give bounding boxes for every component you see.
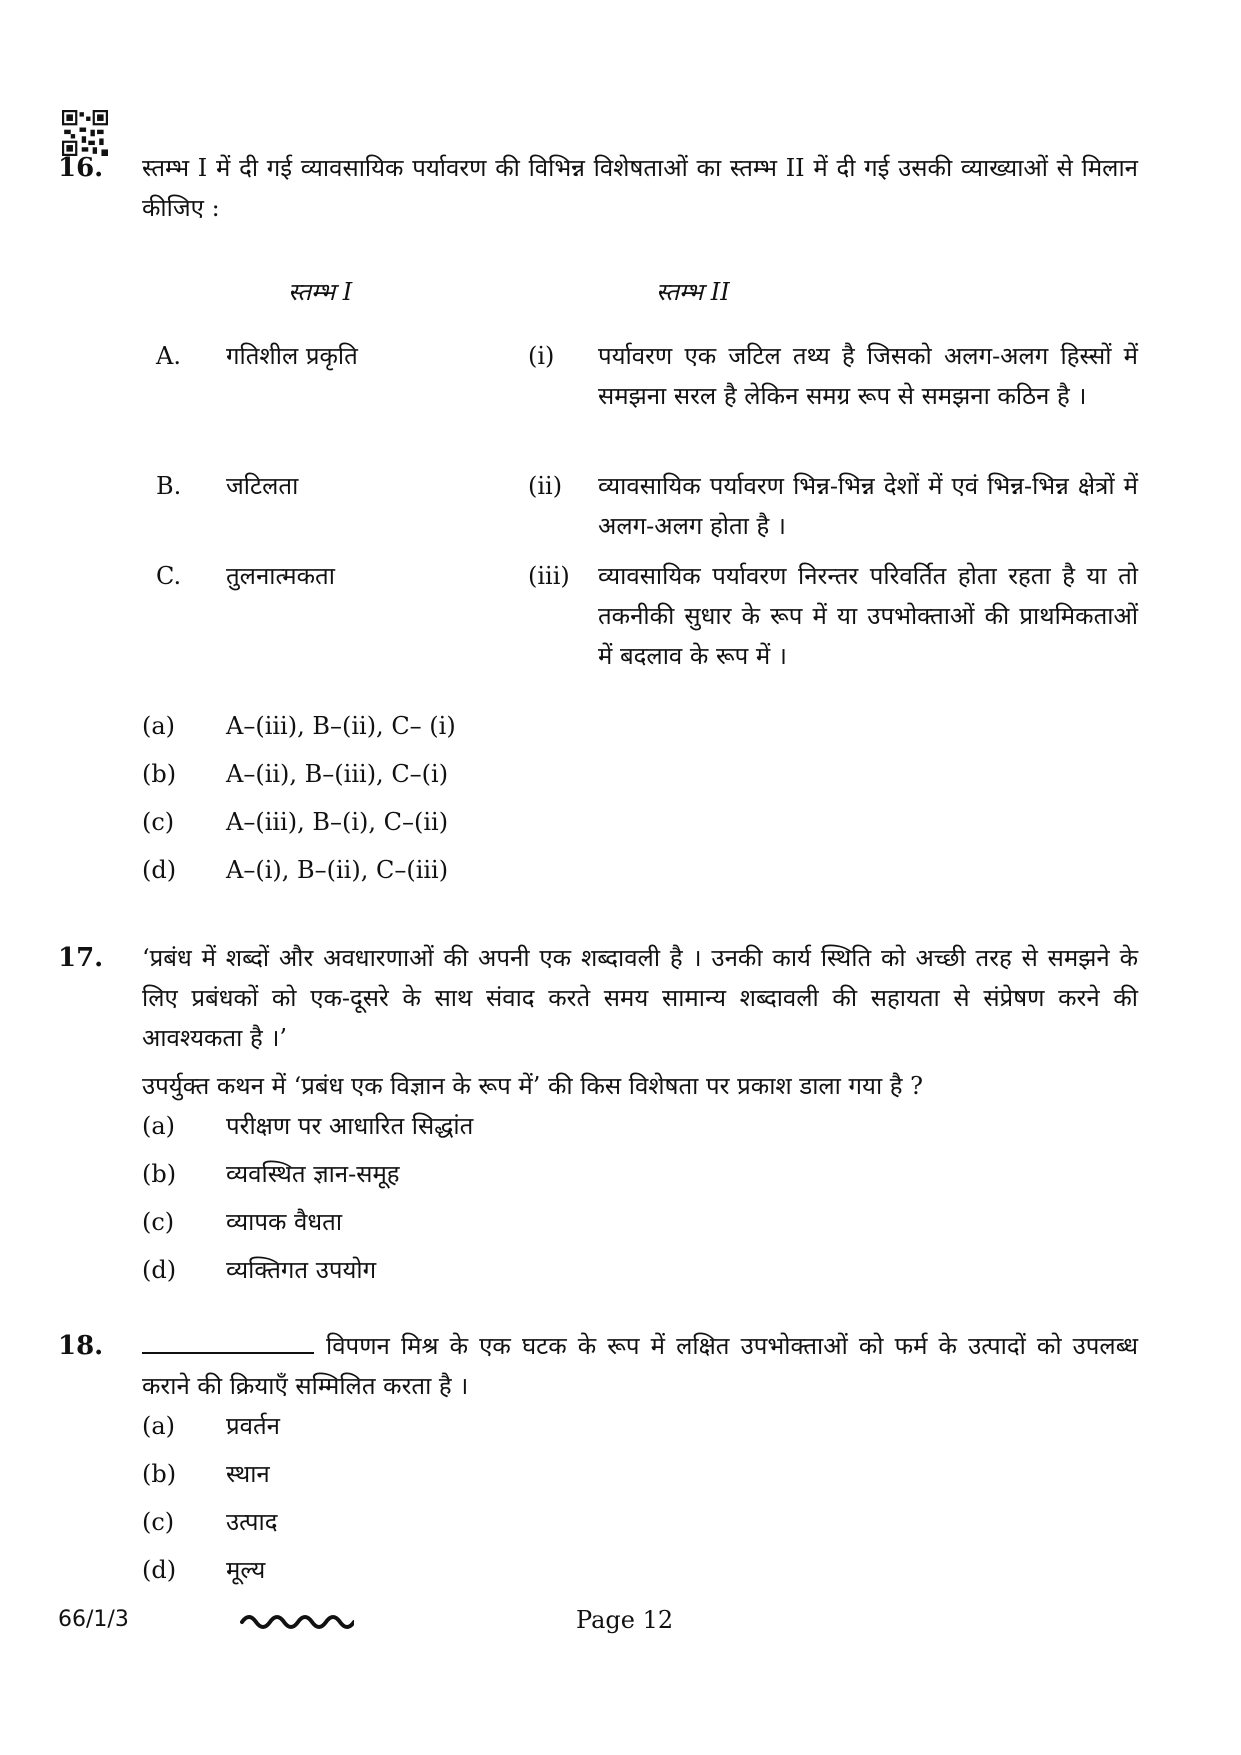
option-letter: (a): [142, 712, 176, 740]
option-text: A–(i), B–(ii), C–(iii): [226, 856, 449, 884]
option-letter: (d): [142, 1256, 177, 1284]
options-list: [58, 1406, 1138, 1598]
option-d[interactable]: [142, 850, 1138, 898]
option-d[interactable]: [142, 1550, 1138, 1598]
page-number: Page 12: [576, 1606, 674, 1634]
row-feature: तुलनात्मकता: [226, 562, 335, 590]
question-number: 17.: [58, 943, 104, 973]
option-letter: (a): [142, 1112, 176, 1140]
option-b[interactable]: [142, 1454, 1138, 1502]
option-letter: (b): [142, 1460, 177, 1488]
option-text: A–(iii), B–(ii), C– (i): [226, 712, 456, 740]
option-a[interactable]: [142, 1106, 1138, 1154]
option-c[interactable]: [142, 1202, 1138, 1250]
question-text: विपणन मिश्र के एक घटक के रूप में लक्षित उपभोक्ताओं को फर्म के उत्पादों को उपलब्ध कराने की क्रियाएँ सम्मिलित करता है ।: [142, 1332, 1138, 1400]
option-c[interactable]: [142, 1502, 1138, 1550]
option-text: स्थान: [226, 1460, 270, 1488]
column-2-heading: स्तम्भ II: [656, 278, 730, 306]
row-explanation: व्यावसायिक पर्यावरण भिन्न-भिन्न देशों में एवं भिन्न-भिन्न क्षेत्रों में अलग-अलग होता है ।: [598, 472, 1138, 540]
option-letter: (c): [142, 1208, 175, 1236]
question-text: स्तम्भ I में दी गई व्यावसायिक पर्यावरण की विभिन्न विशेषताओं का स्तम्भ II में दी गई उसकी व्याख्याओं से मिलान कीजिए :: [142, 154, 1138, 222]
options-list: [58, 706, 1138, 898]
option-letter: (d): [142, 1556, 177, 1584]
fill-in-blank: [142, 1326, 314, 1354]
page-footer: [0, 1600, 1241, 1640]
row-numeral: (i): [528, 342, 555, 370]
row-numeral: (ii): [528, 472, 563, 500]
option-letter: (c): [142, 808, 175, 836]
question-17: [58, 938, 1138, 1298]
option-text: परीक्षण पर आधारित सिद्धांत: [226, 1112, 474, 1140]
option-text: प्रवर्तन: [226, 1412, 280, 1440]
option-a[interactable]: [142, 1406, 1138, 1454]
question-number: 16.: [58, 153, 104, 183]
option-text: व्यक्तिगत उपयोग: [226, 1256, 377, 1284]
paper-code: 66/1/3: [58, 1607, 129, 1632]
question-subtext: उपर्युक्त कथन में ‘प्रबंध एक विज्ञान के रूप में’ की किस विशेषता पर प्रकाश डाला गया है ?: [142, 1072, 924, 1100]
question-text: ‘प्रबंध में शब्दों और अवधारणाओं की अपनी एक शब्दावली है । उनकी कार्य स्थिति को अच्छी तरह से समझने के लिए प्रबंधकों को एक-दूसरे के साथ संवाद करते समय सामान्य शब्दावली की सहायता से संप्रेषण करने की आवश्यकता है ।’: [142, 944, 1138, 1052]
question-16: [58, 148, 1138, 884]
row-explanation: पर्यावरण एक जटिल तथ्य है जिसको अलग-अलग हिस्सों में समझना सरल है लेकिन समग्र रूप से समझना कठिन है ।: [598, 342, 1138, 410]
option-letter: (c): [142, 1508, 175, 1536]
column-1-heading: स्तम्भ I: [288, 278, 353, 306]
option-letter: (b): [142, 1160, 177, 1188]
option-text: व्यवस्थित ज्ञान-समूह: [226, 1160, 400, 1188]
option-text: A–(iii), B–(i), C–(ii): [226, 808, 449, 836]
option-text: उत्पाद: [226, 1508, 278, 1536]
row-explanation: व्यावसायिक पर्यावरण निरन्तर परिवर्तित होता रहता है या तो तकनीकी सुधार के रूप में या उपभोक्ताओं की प्राथमिकताओं में बदलाव के रूप में ।: [598, 562, 1138, 670]
question-number: 18.: [58, 1331, 104, 1361]
option-c[interactable]: [142, 802, 1138, 850]
option-text: व्यापक वैधता: [226, 1208, 343, 1236]
option-d[interactable]: [142, 1250, 1138, 1298]
question-text-wrapper: [142, 1326, 1138, 1406]
options-list: [58, 1106, 1138, 1298]
row-numeral: (iii): [528, 562, 570, 590]
row-letter: C.: [156, 562, 182, 590]
option-b[interactable]: [142, 754, 1138, 802]
question-18: [58, 1326, 1138, 1598]
option-letter: (b): [142, 760, 177, 788]
row-feature: गतिशील प्रकृति: [226, 342, 358, 370]
option-letter: (d): [142, 856, 177, 884]
option-b[interactable]: [142, 1154, 1138, 1202]
row-feature: जटिलता: [226, 472, 299, 500]
option-a[interactable]: [142, 706, 1138, 754]
option-letter: (a): [142, 1412, 176, 1440]
row-letter: A.: [156, 342, 181, 370]
option-text: मूल्य: [226, 1556, 266, 1584]
wave-ornament-icon: [240, 1606, 354, 1636]
row-letter: B.: [156, 472, 182, 500]
option-text: A–(ii), B–(iii), C–(i): [226, 760, 449, 788]
